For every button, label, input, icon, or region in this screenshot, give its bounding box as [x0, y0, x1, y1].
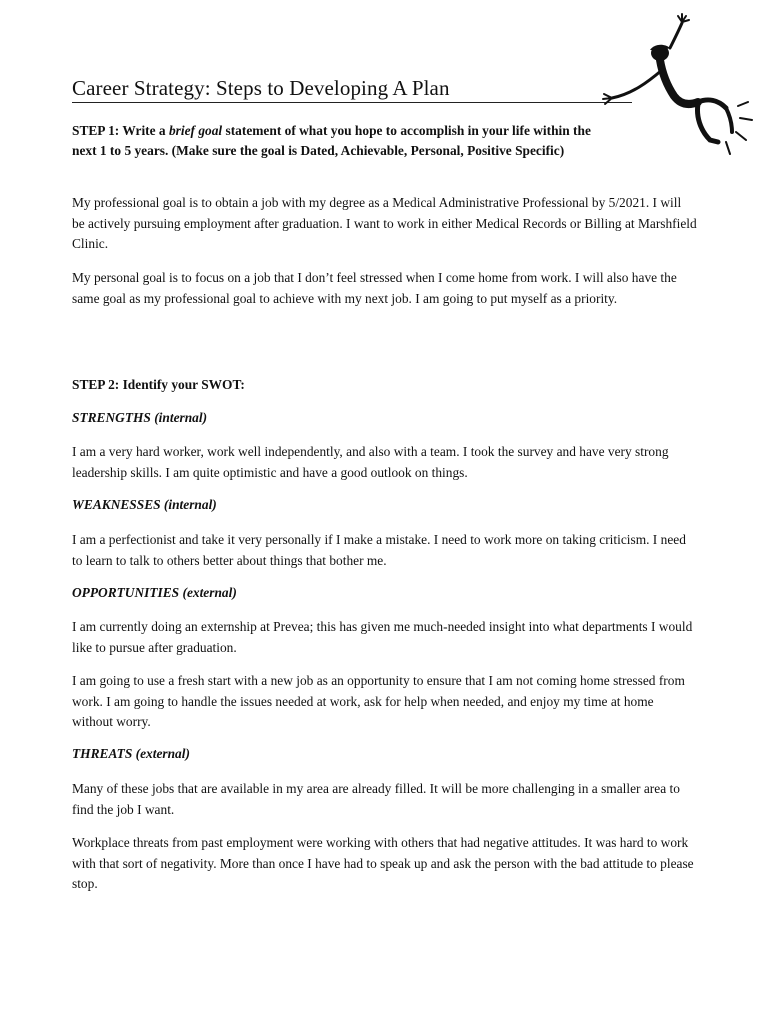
step2-heading: STEP 2: Identify your SWOT:	[72, 377, 245, 392]
professional-goal-paragraph: My professional goal is to obtain a job with my degree as a Medical Administrative Professional by 5/2021. I will be actively pursuing employment after graduation. I want to work in either Medical Records or Billing at Marshfield Clinic.	[72, 195, 697, 251]
stick-figure-waving-icon	[598, 8, 758, 158]
weaknesses-paragraph: I am a perfectionist and take it very personally if I make a mistake. I need to work more on taking criticism. I need to learn to talk to others better about things that bother me.	[72, 532, 686, 568]
personal-goal-paragraph: My personal goal is to focus on a job that I don’t feel stressed when I come home from work. I will also have the same goal as my professional goal to achieve with my next job. I am going to put myself as a priority.	[72, 270, 677, 306]
opportunities-paragraph-1: I am currently doing an externship at Prevea; this has given me much-needed insight into what departments I would like to pursue after graduation.	[72, 619, 693, 655]
threats-paragraph-2: Workplace threats from past employment were working with others that had negative attitudes. It was hard to work with that sort of negativity. More than once I have had to speak up and ask the person with the bad attitude to please stop.	[72, 835, 694, 891]
threats-heading: THREATS (external)	[72, 746, 190, 761]
page-title: Career Strategy: Steps to Developing A Plan	[72, 76, 450, 100]
opportunities-heading: OPPORTUNITIES (external)	[72, 585, 237, 600]
threats-paragraph-1: Many of these jobs that are available in my area are already filled. It will be more challenging in a smaller area to find the job I want.	[72, 781, 680, 817]
title-underline	[72, 102, 632, 103]
opportunities-paragraph-2: I am going to use a fresh start with a new job as an opportunity to ensure that I am not coming home stressed from work. I am going to handle the issues needed at work, ask for help when needed, and enjoy my time at home without worry.	[72, 673, 685, 729]
strengths-heading: STRENGTHS (internal)	[72, 410, 208, 425]
strengths-paragraph: I am a very hard worker, work well independently, and also with a team. I took the survey and have very strong leadership skills. I am quite optimistic and have a good outlook on things.	[72, 444, 669, 480]
step1-emphasis: brief goal	[168, 123, 223, 138]
step1-instruction: STEP 1: Write a brief goal statement of what you hope to accomplish in your life within the next 1 to 5 years. (Make sure the goal is Dated, Achievable, Personal, Positive Specific)	[72, 123, 591, 158]
weaknesses-heading: WEAKNESSES (internal)	[72, 497, 217, 512]
